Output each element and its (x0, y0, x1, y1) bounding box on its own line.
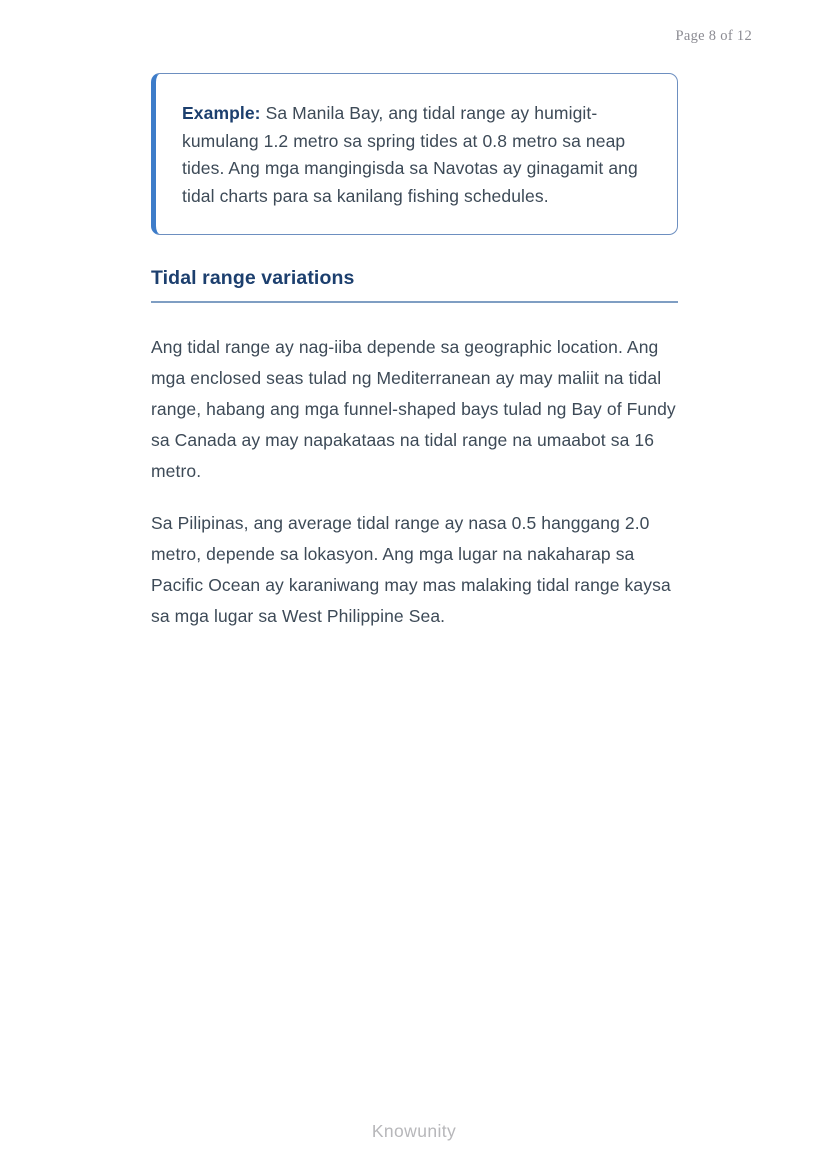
heading-divider-rule (151, 301, 678, 303)
footer-brand-knowunity: Knowunity (371, 1121, 457, 1141)
paragraph-geographic-variation: Ang tidal range ay nag-iiba depende sa geographic location. Ang mga enclosed seas tulad ng Mediterranean ay may maliit na tidal range, habang ang mga funnel-shaped bays tulad ng Bay of Fundy sa Canada ay may napakataas na tidal range na umaabot sa 16 metro. (151, 337, 676, 481)
example-text (182, 100, 649, 210)
example-callout-box (151, 73, 678, 235)
section-heading-tidal-range-variations: Tidal range variations (151, 267, 355, 289)
example-body-text: Sa Manila Bay, ang tidal range ay humigit-kumulang 1.2 metro sa spring tides at 0.8 metro sa neap tides. Ang mga mangingisda sa Navotas ay ginagamit ang tidal charts para sa kanilang fishing schedules. (182, 103, 638, 206)
example-label: Example: (182, 103, 261, 123)
content-column (151, 73, 678, 632)
page-indicator: Page 8 of 12 (675, 28, 752, 44)
paragraph-philippines-tidal-range: Sa Pilipinas, ang average tidal range ay nasa 0.5 hanggang 2.0 metro, depende sa lokasyon. Ang mga lugar na nakaharap sa Pacific Ocean ay karaniwang may mas malaking tidal range kaysa sa mga lugar sa West Philippine Sea. (151, 513, 671, 626)
